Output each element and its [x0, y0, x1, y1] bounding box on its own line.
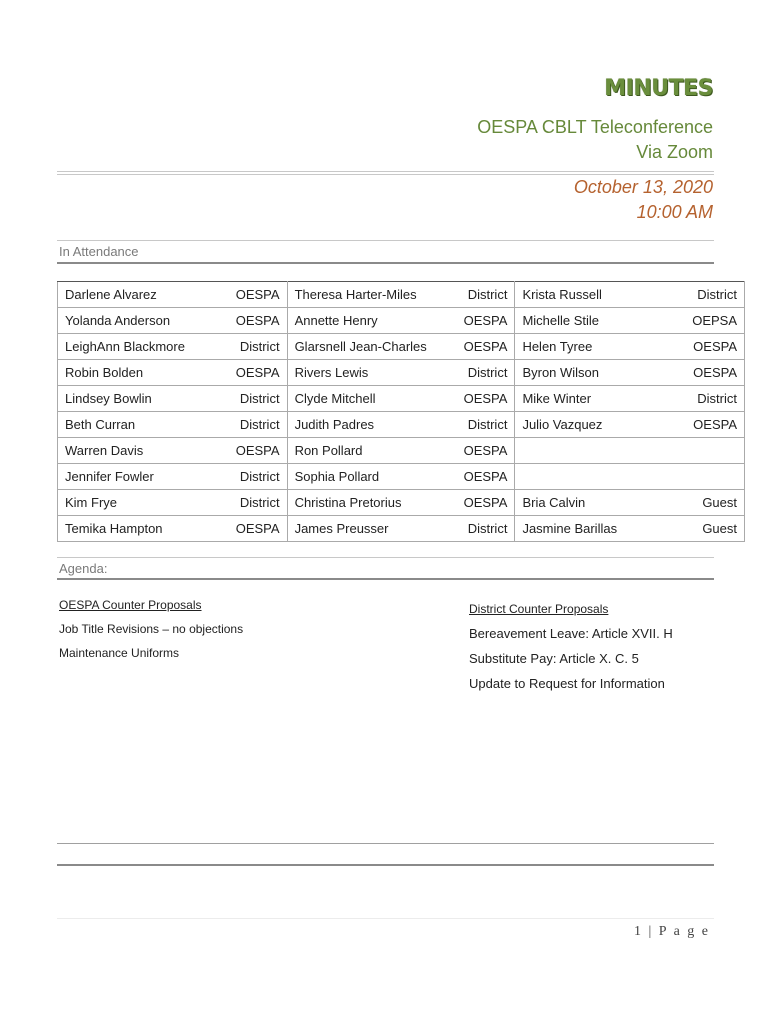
attendee-affiliation: OESPA [457, 334, 515, 360]
table-row [58, 412, 745, 438]
table-row [58, 490, 745, 516]
attendee-name: Temika Hampton [58, 516, 228, 542]
attendee-name: Bria Calvin [515, 490, 685, 516]
attendee-name: Byron Wilson [515, 360, 685, 386]
attendee-affiliation: District [227, 412, 287, 438]
divider [57, 557, 714, 558]
attendee-affiliation: OESPA [684, 360, 744, 386]
attendee-affiliation: OESPA [684, 412, 744, 438]
table-row [58, 334, 745, 360]
attendee-name: Clyde Mitchell [287, 386, 457, 412]
attendee-affiliation: OESPA [684, 334, 744, 360]
attendee-affiliation: OESPA [227, 308, 287, 334]
attendee-name: Beth Curran [58, 412, 228, 438]
attendee-affiliation: District [227, 490, 287, 516]
attendee-name: Rivers Lewis [287, 360, 457, 386]
attendee-affiliation: OESPA [457, 308, 515, 334]
attendee-affiliation: OESPA [227, 438, 287, 464]
divider [57, 262, 714, 264]
attendee-affiliation [684, 438, 744, 464]
meeting-time: 10:00 AM [636, 202, 713, 222]
agenda-item: Maintenance Uniforms [59, 646, 180, 660]
attendee-affiliation: OESPA [227, 516, 287, 542]
divider [57, 578, 714, 580]
divider [57, 174, 714, 175]
attendee-affiliation: District [684, 282, 744, 308]
attendee-affiliation: District [457, 516, 515, 542]
table-row [58, 438, 745, 464]
attendee-affiliation [684, 464, 744, 490]
attendee-name: Julio Vazquez [515, 412, 685, 438]
oespa-proposals-heading: OESPA Counter Proposals [59, 598, 202, 612]
divider [57, 240, 714, 241]
attendee-affiliation: Guest [684, 490, 744, 516]
attendee-name: Sophia Pollard [287, 464, 457, 490]
attendee-name [515, 464, 685, 490]
attendance-heading: In Attendance [59, 244, 139, 259]
district-proposals-heading: District Counter Proposals [469, 602, 609, 616]
attendee-affiliation: OEPSA [684, 308, 744, 334]
agenda-item: Job Title Revisions – no objections [59, 622, 244, 636]
attendee-name: Jasmine Barillas [515, 516, 685, 542]
attendee-name: Jennifer Fowler [58, 464, 228, 490]
attendee-affiliation: OESPA [457, 386, 515, 412]
attendee-affiliation: District [457, 360, 515, 386]
divider [57, 171, 714, 172]
table-row [58, 308, 745, 334]
agenda-item: Substitute Pay: Article X. C. 5 [469, 651, 639, 666]
attendee-affiliation: District [684, 386, 744, 412]
attendee-name: Annette Henry [287, 308, 457, 334]
attendee-name: Robin Bolden [58, 360, 228, 386]
meeting-name: OESPA CBLT Teleconference [477, 117, 713, 137]
attendee-name: James Preusser [287, 516, 457, 542]
table-row [58, 386, 745, 412]
attendee-affiliation: Guest [684, 516, 744, 542]
attendee-name: Glarsnell Jean-Charles [287, 334, 457, 360]
meeting-venue: Via Zoom [636, 142, 713, 162]
attendee-affiliation: District [227, 334, 287, 360]
attendee-name: Krista Russell [515, 282, 685, 308]
attendee-name: LeighAnn Blackmore [58, 334, 228, 360]
table-row [58, 516, 745, 542]
attendee-name: Judith Padres [287, 412, 457, 438]
agenda-heading: Agenda: [59, 561, 108, 576]
divider [57, 843, 714, 844]
attendee-affiliation: OESPA [227, 360, 287, 386]
attendee-affiliation: District [457, 412, 515, 438]
attendee-name: Lindsey Bowlin [58, 386, 228, 412]
page-number: 1 | P a g e [634, 924, 710, 939]
attendee-affiliation: District [227, 464, 287, 490]
table-row [58, 464, 745, 490]
attendee-affiliation: OESPA [227, 282, 287, 308]
attendee-affiliation: OESPA [457, 464, 515, 490]
attendee-name: Ron Pollard [287, 438, 457, 464]
attendee-name: Christina Pretorius [287, 490, 457, 516]
attendee-name: Helen Tyree [515, 334, 685, 360]
table-row [58, 360, 745, 386]
attendee-affiliation: OESPA [457, 438, 515, 464]
document-title: MINUTES [604, 76, 713, 101]
attendee-name: Darlene Alvarez [58, 282, 228, 308]
attendee-affiliation: District [227, 386, 287, 412]
divider [57, 864, 714, 866]
attendee-affiliation: OESPA [457, 490, 515, 516]
attendee-affiliation: District [457, 282, 515, 308]
meeting-date: October 13, 2020 [573, 177, 713, 197]
attendee-name: Yolanda Anderson [58, 308, 228, 334]
attendee-name: Theresa Harter-Miles [287, 282, 457, 308]
attendee-name: Michelle Stile [515, 308, 685, 334]
attendee-name [515, 438, 685, 464]
divider [57, 918, 714, 919]
table-row [58, 282, 745, 308]
attendance-table [57, 281, 745, 542]
attendee-name: Kim Frye [58, 490, 228, 516]
attendee-name: Mike Winter [515, 386, 685, 412]
agenda-item: Update to Request for Information [469, 676, 665, 691]
attendee-name: Warren Davis [58, 438, 228, 464]
agenda-item: Bereavement Leave: Article XVII. H [469, 626, 673, 641]
